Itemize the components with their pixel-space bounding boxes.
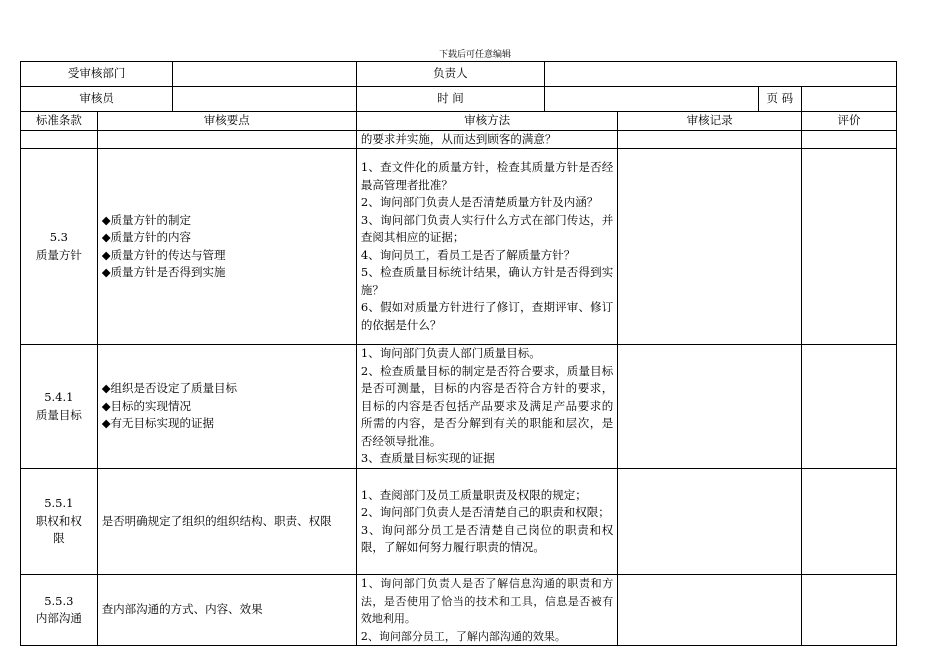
column-header-row (21, 112, 897, 131)
table-row (21, 469, 897, 575)
evaluation-cell[interactable] (801, 345, 896, 469)
clause-name: 职权和权限 (35, 513, 82, 546)
clause-cell (21, 575, 98, 646)
table-row (21, 149, 897, 345)
owner-value-cell[interactable] (544, 62, 896, 87)
col-method: 审核方法 (356, 112, 617, 131)
clause-cell (21, 149, 98, 345)
audit-point: ◆有无目标实现的证据 (101, 416, 215, 431)
auditor-value-cell[interactable] (173, 87, 357, 112)
evaluation-cell[interactable] (801, 575, 896, 646)
clause-number: 5.3 (49, 230, 68, 244)
audit-method-cell (356, 149, 617, 345)
table-row (21, 345, 897, 469)
clause-name: 质量方针 (35, 247, 82, 262)
audit-points-cell (97, 345, 356, 469)
continuation-text: 的要求并实施，从而达到顾客的满意？ (356, 130, 617, 149)
info-row-dept (21, 62, 897, 87)
col-record: 审核记录 (618, 112, 802, 131)
clause-number: 5.4.1 (44, 390, 74, 404)
audit-point: ◆目标的实现情况 (101, 398, 192, 413)
method-step: 2、检查质量目标的制定是否符合要求，质量目标是否可测量，目标的内容是否符合方针的要求，目标的内容是否包括产品要求及满足产品要求的所需的内容，是否分解到有关的职能和层次，是否经领导批准。 (360, 363, 614, 448)
clause-name: 内部沟通 (35, 611, 82, 625)
audit-point: ◆质量方针是否得到实施 (101, 265, 226, 279)
info-row-auditor (21, 87, 897, 112)
table-row (21, 575, 897, 646)
record-cell[interactable] (618, 130, 802, 149)
method-step: 1、查文件化的质量方针，检查其质量方针是否经最高管理者批准？ (360, 160, 614, 192)
record-cell[interactable] (618, 469, 802, 575)
col-evaluation: 评价 (801, 112, 896, 131)
method-step: 2、询问部门负责人是否清楚自己的职责和权限； (360, 505, 610, 519)
evaluation-cell[interactable] (801, 469, 896, 575)
method-step: 3、询问部门负责人实行什么方式在部门传达，并查阅其相应的证据； (360, 212, 614, 244)
time-value-cell[interactable] (544, 87, 758, 112)
auditor-label: 审核员 (21, 87, 173, 112)
audit-point: ◆质量方针的内容 (101, 230, 192, 244)
audit-method-cell (356, 469, 617, 575)
method-step: 2、询问部门负责人是否清楚质量方针及内涵？ (360, 195, 599, 209)
audit-point: ◆质量方针的制定 (101, 212, 192, 227)
audit-checklist-table (20, 61, 897, 646)
owner-label: 负责人 (356, 62, 544, 87)
clause-cell (21, 345, 98, 469)
header-note: 下载后可任意编辑 (438, 50, 511, 60)
record-cell[interactable] (618, 575, 802, 646)
clause-number: 5.5.3 (44, 593, 74, 608)
method-step: 3、询问部分员工是否清楚自己岗位的职责和权限，了解如何努力履行职责的情况。 (360, 522, 614, 554)
audit-method-cell (356, 345, 617, 469)
evaluation-cell[interactable] (801, 149, 896, 345)
audit-method-cell (356, 575, 617, 646)
audit-points-cell: 是否明确规定了组织的组织结构、职责、权限 (97, 469, 356, 575)
audit-point: ◆组织是否设定了质量目标 (101, 381, 238, 396)
method-step: 2、询问部分员工，了解内部沟通的效果。 (360, 629, 566, 643)
method-step: 1、询问部门负责人是否了解信息沟通的职责和方法，是否使用了恰当的技术和工具，信息是否被有效地利用。 (360, 577, 614, 625)
audit-points-cell (97, 149, 356, 345)
clause-name: 质量目标 (35, 407, 82, 422)
clause-number: 5.5.1 (44, 496, 74, 511)
page-value-cell[interactable] (801, 87, 896, 112)
audit-point: ◆质量方针的传达与管理 (101, 247, 226, 262)
time-label: 时 间 (356, 87, 544, 112)
col-points: 审核要点 (97, 112, 356, 131)
method-step: 6、假如对质量方针进行了修订，查期评审、修订的依据是什么？ (360, 300, 614, 332)
record-cell[interactable] (618, 345, 802, 469)
col-clause: 标准条款 (21, 112, 98, 131)
method-step: 5、检查质量目标统计结果，确认方针是否得到实施？ (360, 265, 614, 297)
page-label: 页 码 (758, 87, 801, 112)
audit-points-cell: 查内部沟通的方式、内容、效果 (97, 575, 356, 646)
evaluation-cell[interactable] (801, 130, 896, 149)
record-cell[interactable] (618, 149, 802, 345)
method-step: 3、查质量目标实现的证据 (360, 451, 495, 466)
method-step: 1、询问部门负责人部门质量目标。 (360, 346, 541, 361)
method-step: 1、查阅部门及员工质量职责及权限的规定； (360, 487, 587, 502)
method-step: 4、询问员工，看员工是否了解质量方针？ (360, 247, 576, 262)
continuation-row (21, 130, 897, 149)
dept-value-cell[interactable] (173, 62, 357, 87)
clause-cell (21, 469, 98, 575)
dept-label: 受审核部门 (21, 62, 173, 87)
